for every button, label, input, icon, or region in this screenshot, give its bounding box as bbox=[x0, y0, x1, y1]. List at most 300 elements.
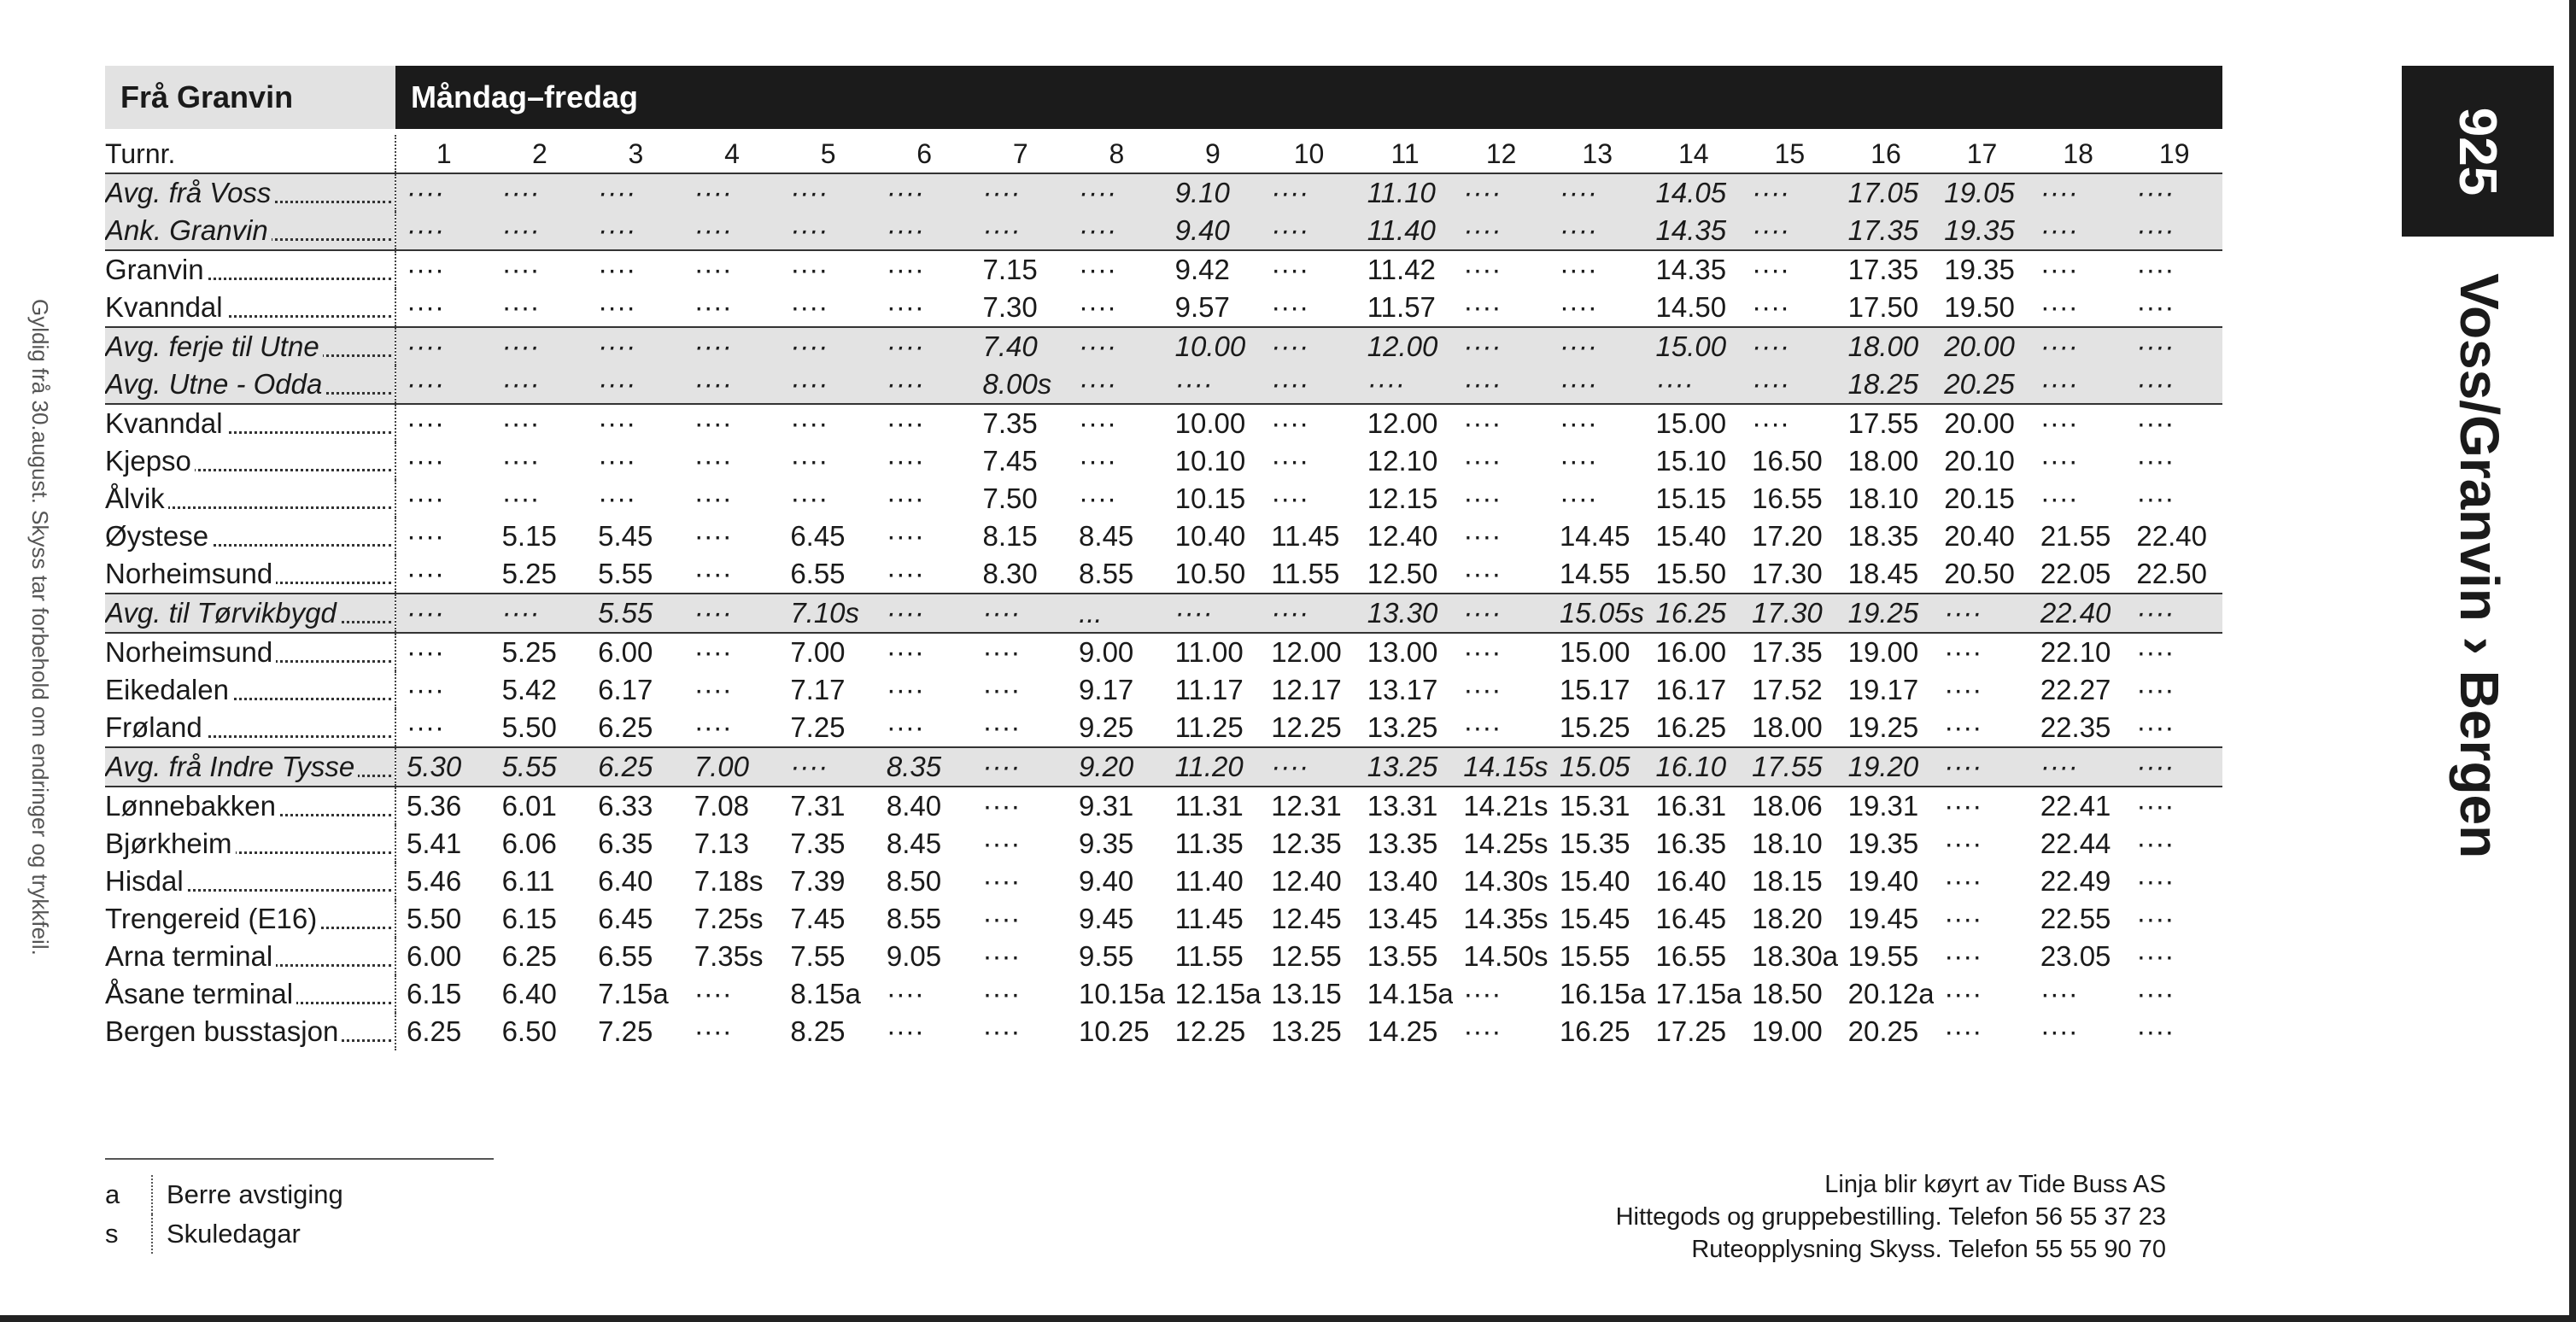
stop-name-cell bbox=[105, 900, 395, 938]
stop-name: Avg. Utne - Odda bbox=[105, 368, 325, 400]
departure-time: ···· bbox=[1463, 254, 1502, 285]
departure-time: ···· bbox=[1934, 594, 2030, 633]
departure-time: 5.36 bbox=[407, 790, 462, 822]
departure-time: 12.40 bbox=[1367, 520, 1438, 552]
departure-time: ···· bbox=[2126, 327, 2222, 366]
departure-time: ···· bbox=[1463, 674, 1502, 705]
stop-row bbox=[105, 404, 2222, 442]
departure-time: ···· bbox=[2126, 366, 2222, 404]
departure-time: 19.25 bbox=[1847, 711, 1919, 743]
departure-time: ···· bbox=[1559, 483, 1597, 514]
departure-time: ···· bbox=[694, 445, 732, 477]
departure-time: ···· bbox=[1944, 674, 1982, 705]
departure-time: ···· bbox=[492, 173, 588, 212]
departure-time: ···· bbox=[2030, 212, 2127, 250]
departure-time: 17.55 bbox=[1742, 747, 1838, 787]
departure-time: 6.00 bbox=[598, 636, 653, 668]
departure-time: ···· bbox=[1068, 327, 1165, 366]
departure-time: 13.45 bbox=[1367, 903, 1438, 934]
departure-time: ···· bbox=[598, 483, 636, 514]
departure-time: 6.01 bbox=[501, 790, 557, 822]
departure-time: 17.30 bbox=[1752, 558, 1823, 589]
departure-time: ···· bbox=[982, 711, 1021, 743]
departure-time: ···· bbox=[1752, 291, 1790, 323]
departure-time: ···· bbox=[2136, 254, 2175, 285]
departure-time: 20.00 bbox=[1944, 407, 2015, 439]
departure-time: 6.06 bbox=[501, 828, 557, 859]
departure-time: ···· bbox=[501, 483, 540, 514]
departure-time: ···· bbox=[1261, 366, 1357, 404]
stop-name: Ank. Granvin bbox=[105, 214, 272, 246]
stop-name: Frøland bbox=[105, 711, 206, 743]
departure-time: 22.55 bbox=[2040, 903, 2111, 934]
departure-time: 5.25 bbox=[501, 636, 557, 668]
departure-time: 9.05 bbox=[886, 940, 942, 972]
departure-time: 9.25 bbox=[1079, 711, 1134, 743]
departure-time: ···· bbox=[886, 520, 924, 552]
departure-time: 6.15 bbox=[407, 978, 462, 1009]
trip-number: 7 bbox=[972, 135, 1068, 173]
departure-time: ···· bbox=[780, 366, 876, 404]
departure-time: ···· bbox=[2030, 747, 2127, 787]
route-title: Voss/Granvin › Bergen bbox=[2449, 273, 2510, 859]
departure-time: 5.55 bbox=[598, 558, 653, 589]
departure-time: 6.25 bbox=[501, 940, 557, 972]
departure-time: ···· bbox=[780, 173, 876, 212]
departure-time: 9.40 bbox=[1079, 865, 1134, 897]
departure-time: 10.00 bbox=[1174, 407, 1246, 439]
stop-name: Avg. til Tørvikbygd bbox=[105, 597, 340, 629]
departure-time: 6.15 bbox=[501, 903, 557, 934]
stop-name-cell bbox=[105, 671, 395, 709]
departure-time: ···· bbox=[1463, 445, 1502, 477]
departure-time: ···· bbox=[1549, 366, 1646, 404]
departure-time: ···· bbox=[501, 407, 540, 439]
departure-time: ···· bbox=[1559, 407, 1597, 439]
departure-time: 15.05 bbox=[1549, 747, 1646, 787]
stop-name: Granvin bbox=[105, 254, 208, 285]
departure-time: ···· bbox=[1752, 407, 1790, 439]
departure-time: ···· bbox=[1453, 366, 1549, 404]
stop-name-cell bbox=[105, 1013, 395, 1050]
departure-time: 14.15a bbox=[1367, 978, 1454, 1009]
departure-time: ···· bbox=[1271, 291, 1309, 323]
departure-time: ···· bbox=[501, 291, 540, 323]
departure-time: ···· bbox=[501, 254, 540, 285]
departure-time: 6.25 bbox=[588, 747, 684, 787]
departure-time: ···· bbox=[694, 674, 732, 705]
departure-time: ···· bbox=[1261, 747, 1357, 787]
departure-time: 11.55 bbox=[1174, 940, 1244, 972]
legend-item bbox=[105, 1175, 343, 1214]
departure-time: ···· bbox=[1271, 254, 1309, 285]
departure-time: ···· bbox=[588, 212, 684, 250]
departure-time: 7.45 bbox=[982, 445, 1038, 477]
stop-name: Lønnebakken bbox=[105, 790, 279, 822]
stop-row bbox=[105, 633, 2222, 671]
stop-name: Bjørkheim bbox=[105, 828, 236, 859]
departure-time: ···· bbox=[407, 445, 444, 477]
trip-number: 10 bbox=[1261, 135, 1357, 173]
departure-time: ···· bbox=[2136, 407, 2175, 439]
stop-row bbox=[105, 863, 2222, 900]
departure-time: 17.05 bbox=[1838, 173, 1935, 212]
legend bbox=[105, 1175, 343, 1254]
departure-time: 18.00 bbox=[1838, 327, 1935, 366]
departure-time: ···· bbox=[790, 254, 828, 285]
departure-time: ···· bbox=[982, 790, 1021, 822]
stop-row bbox=[105, 671, 2222, 709]
departure-time: ···· bbox=[972, 212, 1068, 250]
departure-time: 17.35 bbox=[1847, 254, 1919, 285]
stop-row bbox=[105, 327, 2222, 366]
departure-time: 15.10 bbox=[1655, 445, 1727, 477]
departure-time: 5.30 bbox=[395, 747, 492, 787]
departure-time: 20.15 bbox=[1944, 483, 2015, 514]
departure-time: 12.55 bbox=[1271, 940, 1342, 972]
departure-time: 22.35 bbox=[2040, 711, 2111, 743]
departure-time: 15.00 bbox=[1559, 636, 1630, 668]
trip-number: 6 bbox=[876, 135, 973, 173]
departure-time: 18.30a bbox=[1752, 940, 1838, 972]
departure-time: ···· bbox=[1752, 254, 1790, 285]
departure-time: 5.55 bbox=[588, 594, 684, 633]
departure-time: ···· bbox=[1165, 366, 1262, 404]
departure-time: ···· bbox=[2126, 173, 2222, 212]
departure-time: 22.49 bbox=[2040, 865, 2111, 897]
stop-name: Trengereid (E16) bbox=[105, 903, 320, 934]
stop-name-cell bbox=[105, 747, 395, 787]
departure-time: ···· bbox=[598, 254, 636, 285]
departure-time: ···· bbox=[694, 407, 732, 439]
departure-time: 19.35 bbox=[1944, 254, 2015, 285]
departure-time: ···· bbox=[2136, 636, 2175, 668]
departure-time: 8.55 bbox=[886, 903, 942, 934]
departure-time: ···· bbox=[2030, 327, 2127, 366]
departure-time: 13.25 bbox=[1271, 1015, 1342, 1047]
departure-time: 14.25 bbox=[1367, 1015, 1438, 1047]
departure-time: 15.55 bbox=[1559, 940, 1630, 972]
departure-time: ···· bbox=[598, 407, 636, 439]
departure-time: 19.05 bbox=[1934, 173, 2030, 212]
departure-time: 9.31 bbox=[1079, 790, 1134, 822]
departure-time: ···· bbox=[1463, 520, 1502, 552]
departure-time: 18.10 bbox=[1847, 483, 1919, 514]
departure-time: ···· bbox=[1549, 327, 1646, 366]
stop-row bbox=[105, 938, 2222, 975]
departure-time: 14.50s bbox=[1463, 940, 1549, 972]
departure-time: 19.20 bbox=[1838, 747, 1935, 787]
stop-name: Avg. frå Voss bbox=[105, 177, 274, 208]
trip-number: 17 bbox=[1934, 135, 2030, 173]
departure-time: ···· bbox=[1079, 291, 1117, 323]
departure-time: 11.25 bbox=[1174, 711, 1244, 743]
departure-time: ···· bbox=[1068, 173, 1165, 212]
departure-time: 12.31 bbox=[1271, 790, 1342, 822]
weekday-label: Måndag–fredag bbox=[395, 66, 2222, 129]
stop-name-cell bbox=[105, 366, 395, 404]
route-number: 925 bbox=[2448, 107, 2508, 196]
departure-time: 16.17 bbox=[1655, 674, 1727, 705]
departure-time: 14.25s bbox=[1463, 828, 1549, 859]
departure-time: 17.35 bbox=[1838, 212, 1935, 250]
departure-time: 8.25 bbox=[790, 1015, 846, 1047]
departure-time: 13.15 bbox=[1271, 978, 1342, 1009]
departure-time: ···· bbox=[2030, 366, 2127, 404]
stop-row bbox=[105, 212, 2222, 250]
departure-time: ···· bbox=[1559, 445, 1597, 477]
departure-time: 17.20 bbox=[1752, 520, 1823, 552]
departure-time: 22.27 bbox=[2040, 674, 2111, 705]
departure-time: ···· bbox=[886, 483, 924, 514]
departure-time: 5.45 bbox=[598, 520, 653, 552]
departure-time: 11.57 bbox=[1367, 291, 1436, 323]
departure-time: ···· bbox=[1944, 1015, 1982, 1047]
departure-time: 22.05 bbox=[2040, 558, 2111, 589]
departure-time: 7.40 bbox=[972, 327, 1068, 366]
departure-time: ···· bbox=[395, 327, 492, 366]
stop-row bbox=[105, 709, 2222, 747]
departure-time: 7.15 bbox=[982, 254, 1038, 285]
trip-number-header bbox=[105, 135, 395, 173]
departure-time: 15.31 bbox=[1559, 790, 1630, 822]
departure-time: 16.55 bbox=[1655, 940, 1727, 972]
departure-time: ···· bbox=[407, 407, 444, 439]
departure-time: ···· bbox=[588, 173, 684, 212]
stop-row bbox=[105, 1013, 2222, 1050]
stop-name: Avg. ferje til Utne bbox=[105, 330, 323, 362]
departure-time: 16.35 bbox=[1655, 828, 1727, 859]
departure-time: ···· bbox=[684, 212, 781, 250]
trip-number: 16 bbox=[1838, 135, 1935, 173]
departure-time: 6.11 bbox=[501, 865, 555, 897]
stop-row bbox=[105, 480, 2222, 518]
stop-name-cell bbox=[105, 327, 395, 366]
departure-time: ···· bbox=[395, 366, 492, 404]
departure-time: 19.50 bbox=[1944, 291, 2015, 323]
departure-time: 7.25 bbox=[790, 711, 846, 743]
departure-time: 18.06 bbox=[1752, 790, 1823, 822]
departure-time: 16.25 bbox=[1559, 1015, 1630, 1047]
departure-time: 21.55 bbox=[2040, 520, 2111, 552]
departure-time: ···· bbox=[407, 636, 444, 668]
departure-time: ···· bbox=[1944, 903, 1982, 934]
departure-time: 15.35 bbox=[1559, 828, 1630, 859]
stop-name-cell bbox=[105, 518, 395, 555]
departure-time: 7.35 bbox=[790, 828, 846, 859]
stop-row bbox=[105, 825, 2222, 863]
departure-time: 13.17 bbox=[1367, 674, 1438, 705]
departure-time: ···· bbox=[1261, 173, 1357, 212]
departure-time: ···· bbox=[2136, 790, 2175, 822]
departure-time: 12.25 bbox=[1174, 1015, 1246, 1047]
departure-time: 11.55 bbox=[1271, 558, 1340, 589]
departure-time: 11.35 bbox=[1174, 828, 1244, 859]
stop-row bbox=[105, 747, 2222, 787]
trip-number: 14 bbox=[1646, 135, 1742, 173]
departure-time: 18.20 bbox=[1752, 903, 1823, 934]
departure-time: 19.35 bbox=[1847, 828, 1919, 859]
departure-time: ···· bbox=[1463, 291, 1502, 323]
departure-time: 7.35s bbox=[694, 940, 764, 972]
departure-time: 14.35 bbox=[1655, 254, 1727, 285]
departure-time: ···· bbox=[492, 212, 588, 250]
departure-time: ···· bbox=[1944, 711, 1982, 743]
trip-number: 9 bbox=[1165, 135, 1262, 173]
departure-time: 6.55 bbox=[598, 940, 653, 972]
departure-time: ···· bbox=[1261, 212, 1357, 250]
departure-time: ···· bbox=[395, 212, 492, 250]
departure-time: ···· bbox=[1549, 212, 1646, 250]
stop-name: Åsane terminal bbox=[105, 978, 296, 1009]
trip-number: 8 bbox=[1068, 135, 1165, 173]
departure-time: 11.42 bbox=[1367, 254, 1436, 285]
departure-time: 10.15a bbox=[1079, 978, 1165, 1009]
validity-note: Gyldig frå 30.august. Skyss tar forbehold om endringer og trykkfeil. bbox=[27, 299, 53, 956]
departure-time: 6.00 bbox=[407, 940, 462, 972]
departure-time: ···· bbox=[790, 407, 828, 439]
departure-time: 9.40 bbox=[1165, 212, 1262, 250]
departure-time: ···· bbox=[2136, 978, 2175, 1009]
departure-time: 17.52 bbox=[1752, 674, 1823, 705]
departure-time: 5.50 bbox=[501, 711, 557, 743]
departure-time: ···· bbox=[407, 558, 444, 589]
departure-time: ···· bbox=[982, 865, 1021, 897]
departure-time: ···· bbox=[1261, 327, 1357, 366]
departure-time: 18.50 bbox=[1752, 978, 1823, 1009]
departure-time: ···· bbox=[395, 594, 492, 633]
departure-time: 11.10 bbox=[1357, 173, 1454, 212]
stop-name-cell bbox=[105, 975, 395, 1013]
departure-time: 12.50 bbox=[1367, 558, 1438, 589]
stop-name-cell bbox=[105, 938, 395, 975]
departure-time: 20.10 bbox=[1944, 445, 2015, 477]
trip-number: 4 bbox=[684, 135, 781, 173]
departure-time: 14.55 bbox=[1559, 558, 1630, 589]
departure-time: 6.45 bbox=[598, 903, 653, 934]
departure-time: ···· bbox=[2136, 1015, 2175, 1047]
stop-row bbox=[105, 173, 2222, 212]
operator-info bbox=[1616, 1168, 2166, 1266]
departure-time: 7.25s bbox=[694, 903, 764, 934]
departure-time: ···· bbox=[972, 594, 1068, 633]
departure-time: 8.00s bbox=[972, 366, 1068, 404]
departure-time: 16.50 bbox=[1752, 445, 1823, 477]
departure-time: ···· bbox=[2040, 291, 2078, 323]
departure-time: 19.00 bbox=[1847, 636, 1919, 668]
stop-name: Eikedalen bbox=[105, 674, 232, 705]
departure-time: ···· bbox=[876, 212, 973, 250]
departure-time: ···· bbox=[694, 483, 732, 514]
departure-time: 9.00 bbox=[1079, 636, 1134, 668]
departure-time: 5.41 bbox=[407, 828, 462, 859]
departure-time: 13.40 bbox=[1367, 865, 1438, 897]
departure-time: 7.39 bbox=[790, 865, 846, 897]
departure-time: ···· bbox=[982, 674, 1021, 705]
departure-time: ···· bbox=[2040, 407, 2078, 439]
stop-name: Kjepso bbox=[105, 445, 195, 477]
stop-name-cell bbox=[105, 212, 395, 250]
trip-number: 12 bbox=[1453, 135, 1549, 173]
departure-time: 17.30 bbox=[1742, 594, 1838, 633]
departure-time: 18.25 bbox=[1838, 366, 1935, 404]
departure-time: ···· bbox=[982, 940, 1021, 972]
departure-time: 18.10 bbox=[1752, 828, 1823, 859]
departure-time: 8.40 bbox=[886, 790, 942, 822]
trip-number-row bbox=[105, 135, 2222, 173]
departure-time: 12.15a bbox=[1174, 978, 1262, 1009]
departure-time: ···· bbox=[1463, 1015, 1502, 1047]
departure-time: ···· bbox=[694, 291, 732, 323]
departure-time: ···· bbox=[1463, 978, 1502, 1009]
departure-time: 7.50 bbox=[982, 483, 1038, 514]
legend-code: a bbox=[105, 1175, 153, 1214]
departure-time: ···· bbox=[1463, 407, 1502, 439]
departure-time: 16.40 bbox=[1655, 865, 1727, 897]
departure-time: 17.15a bbox=[1655, 978, 1742, 1009]
departure-time: ···· bbox=[1271, 407, 1309, 439]
departure-time: ···· bbox=[407, 711, 444, 743]
departure-time: ···· bbox=[1934, 747, 2030, 787]
departure-time: ···· bbox=[886, 558, 924, 589]
origin-label: Frå Granvin bbox=[105, 66, 411, 129]
departure-time: 11.40 bbox=[1357, 212, 1454, 250]
departure-time: 14.45 bbox=[1559, 520, 1630, 552]
departure-time: 6.17 bbox=[598, 674, 653, 705]
departure-time: ···· bbox=[972, 173, 1068, 212]
departure-time: 20.25 bbox=[1847, 1015, 1919, 1047]
departure-time: 7.08 bbox=[694, 790, 749, 822]
departure-time: ···· bbox=[982, 636, 1021, 668]
departure-time: ···· bbox=[2136, 711, 2175, 743]
departure-time: ···· bbox=[694, 254, 732, 285]
departure-time: 9.55 bbox=[1079, 940, 1134, 972]
departure-time: 17.50 bbox=[1847, 291, 1919, 323]
stop-name: Norheimsund bbox=[105, 636, 276, 668]
departure-time: ···· bbox=[790, 291, 828, 323]
departure-time: ···· bbox=[2136, 865, 2175, 897]
departure-time: ···· bbox=[1944, 865, 1982, 897]
departure-time: ···· bbox=[876, 173, 973, 212]
trip-number: 13 bbox=[1549, 135, 1646, 173]
departure-time: 8.35 bbox=[876, 747, 973, 787]
departure-time: ···· bbox=[598, 445, 636, 477]
departure-time: ···· bbox=[2030, 173, 2127, 212]
departure-time: 14.35s bbox=[1463, 903, 1549, 934]
departure-time: ···· bbox=[2136, 828, 2175, 859]
departure-time: 9.42 bbox=[1174, 254, 1230, 285]
departure-time: 14.30s bbox=[1463, 865, 1549, 897]
departure-time: 15.40 bbox=[1559, 865, 1630, 897]
departure-time: 20.12a bbox=[1847, 978, 1935, 1009]
trip-number: 15 bbox=[1742, 135, 1838, 173]
departure-time: 9.45 bbox=[1079, 903, 1134, 934]
stop-name: Øystese bbox=[105, 520, 212, 552]
departure-time: ···· bbox=[684, 594, 781, 633]
trip-number: 18 bbox=[2030, 135, 2127, 173]
legend-item bbox=[105, 1214, 343, 1254]
departure-time: 11.31 bbox=[1174, 790, 1244, 822]
legend-description: Skuledagar bbox=[167, 1219, 301, 1249]
departure-time: ···· bbox=[972, 747, 1068, 787]
departure-time: ···· bbox=[407, 291, 444, 323]
departure-time: 7.18s bbox=[694, 865, 764, 897]
departure-time: ···· bbox=[1742, 212, 1838, 250]
stop-name: Arna terminal bbox=[105, 940, 276, 972]
stop-name-cell bbox=[105, 825, 395, 863]
departure-time: 18.15 bbox=[1752, 865, 1823, 897]
departure-time: ···· bbox=[492, 366, 588, 404]
